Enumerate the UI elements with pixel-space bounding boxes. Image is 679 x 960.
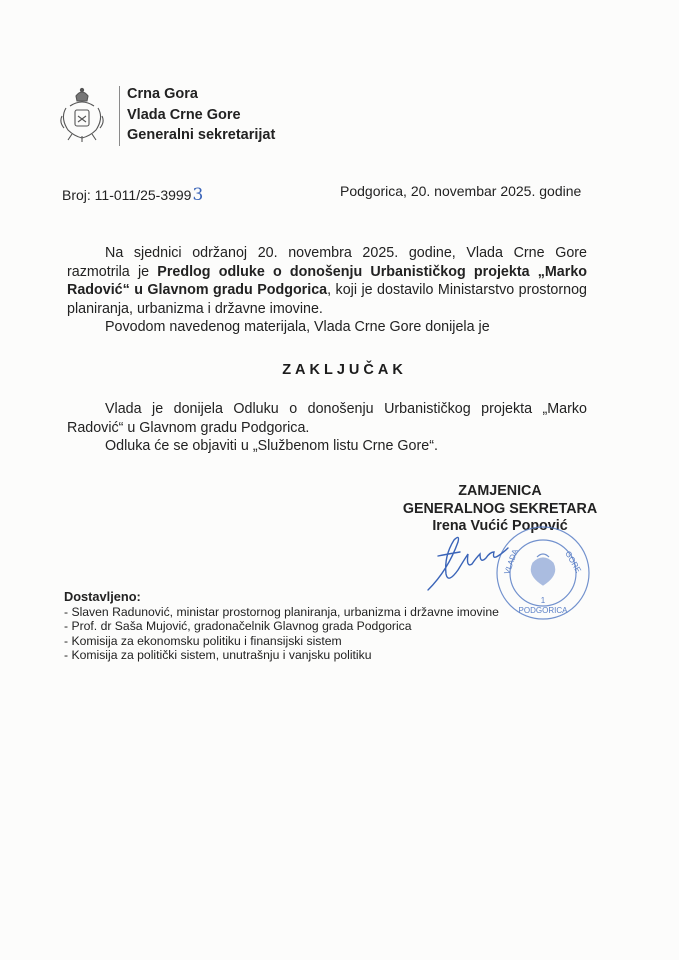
conclusion-paragraph-1: Vlada je donijela Odluku o donošenju Urbanističkog projekta „Marko Radović“ u Glavnom gradu Podgorica. bbox=[67, 401, 587, 436]
signatory-role-1: ZAMJENICA bbox=[458, 483, 542, 499]
place-date: Podgorica, 20. novembar 2025. godine bbox=[340, 183, 582, 199]
header-divider bbox=[119, 86, 120, 146]
svg-text:VLADA: VLADA bbox=[502, 547, 520, 576]
signatory-role-2: GENERALNOG SEKRETARA bbox=[402, 500, 598, 517]
body-p1-end: , koji je dostavilo Ministarstvo prostornog planiranja, urbanizma i državne imovine. bbox=[67, 282, 587, 317]
issuer-country: Crna Gora bbox=[127, 86, 198, 102]
body-paragraph-1 bbox=[67, 244, 587, 318]
coat-of-arms-icon bbox=[58, 86, 106, 144]
distribution-heading: Dostavljeno: bbox=[64, 589, 141, 604]
issuer-government: Vlada Crne Gore bbox=[127, 106, 241, 123]
svg-text:1: 1 bbox=[540, 596, 546, 605]
distribution-item: - Komisija za politički sistem, unutrašnju i vanjsku politiku bbox=[64, 648, 372, 662]
decision-title: Predlog odluke o donošenju Urbanističkog projekta „Marko Radović“ u Glavnom gradu Podgorica bbox=[67, 263, 587, 298]
issuer-office: Generalni sekretarijat bbox=[127, 127, 276, 143]
issuer-header bbox=[127, 84, 275, 146]
body-paragraph-2: Povodom navedenog materijala, Vlada Crne Gore donijela je bbox=[105, 319, 490, 335]
reference-number bbox=[62, 185, 203, 205]
body-p1-start: Na sjednici održanoj 20. novembra 2025. godine, Vlada Crne Gore razmotrila je bbox=[67, 245, 587, 280]
conclusion-text bbox=[67, 400, 587, 456]
conclusion-paragraph-2: Odluka će se objaviti u „Službenom listu Crne Gore“. bbox=[105, 438, 438, 454]
distribution-item: - Komisija za ekonomsku politiku i finansijski sistem bbox=[64, 633, 342, 648]
distribution-item: - Prof. dr Saša Mujović, gradonačelnik Glavnog grada Podgorica bbox=[64, 619, 412, 633]
handwritten-signature bbox=[420, 528, 530, 598]
distribution-list bbox=[64, 590, 499, 663]
handwritten-suffix: 3 bbox=[192, 185, 204, 205]
distribution-item: - Slaven Radunović, ministar prostornog planiranja, urbanizma i državne imovine bbox=[64, 604, 499, 619]
reference-number-text: Broj: 11-011/25-3999 bbox=[62, 187, 192, 203]
conclusion-title: ZAKLJUČAK bbox=[282, 362, 407, 378]
signatory-name: Irena Vućić Popović bbox=[432, 518, 568, 534]
svg-text:GORE: GORE bbox=[563, 549, 583, 575]
body-text bbox=[67, 244, 587, 337]
svg-text:PODGORICA: PODGORICA bbox=[518, 606, 568, 615]
